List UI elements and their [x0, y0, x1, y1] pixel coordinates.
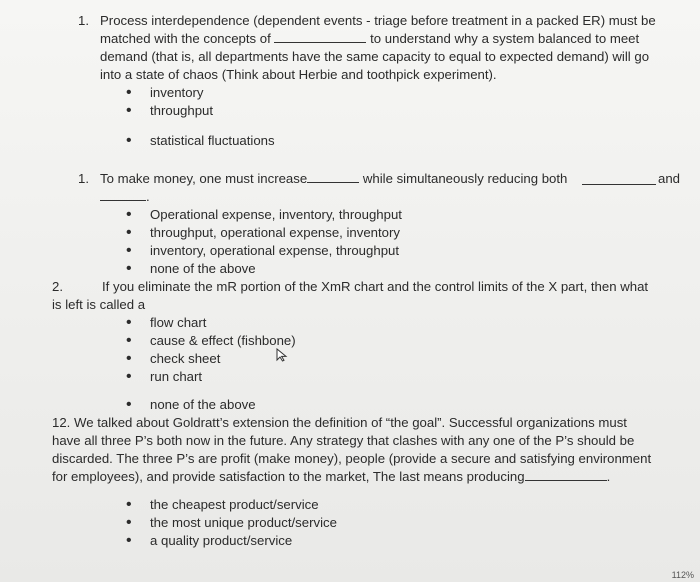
- q2-option-1[interactable]: Operational expense, inventory, throughput: [150, 207, 402, 222]
- bullet-icon: •: [126, 332, 132, 349]
- q1-option-3[interactable]: statistical fluctuations: [150, 133, 275, 148]
- q12-option-3[interactable]: a quality product/service: [150, 533, 293, 548]
- q1-text-line3: demand (that is, all departments have the same capacity to equal to expected demand) will go: [100, 49, 650, 64]
- q3-option-4[interactable]: run chart: [150, 369, 203, 384]
- bullet-icon: •: [126, 84, 132, 101]
- bullet-icon: •: [126, 532, 132, 549]
- q2-blank-3[interactable]: [100, 188, 146, 201]
- bullet-icon: •: [126, 350, 132, 367]
- q1-blank[interactable]: [274, 30, 366, 43]
- q1-text-line2: matched with the concepts of to understand why a system balanced to meet: [100, 31, 640, 46]
- q1-option-1[interactable]: inventory: [150, 85, 204, 100]
- q1-text-line4: into a state of chaos (Think about Herbie and toothpick experiment).: [100, 67, 497, 82]
- q2-text-line2: .: [100, 188, 150, 206]
- bullet-icon: •: [126, 242, 132, 259]
- q12-blank[interactable]: [525, 468, 607, 481]
- bullet-icon: •: [126, 260, 132, 277]
- zoom-level: 112%: [671, 570, 694, 580]
- bullet-icon: •: [126, 314, 132, 331]
- q2-text-line1: To make money, one must increase while simultaneously reducing both: [100, 171, 568, 186]
- q12-text-line2: have all three P’s both now in the future. Any strategy that clashes with any one of the P’s should be: [52, 433, 635, 448]
- bullet-icon: •: [126, 496, 132, 513]
- q2-option-4[interactable]: none of the above: [150, 261, 256, 276]
- bullet-icon: •: [126, 224, 132, 241]
- q1-number: 1.: [78, 13, 89, 28]
- q12-text-line3: discarded. The three P’s are profit (make money), people (provide a secure and satisfying environment: [52, 451, 652, 466]
- q3-option-3[interactable]: check sheet: [150, 351, 221, 366]
- bullet-icon: •: [126, 514, 132, 531]
- q12-option-1[interactable]: the cheapest product/service: [150, 497, 319, 512]
- q12-option-2[interactable]: the most unique product/service: [150, 515, 337, 530]
- q3-text-line2: is left is called a: [52, 297, 146, 312]
- q3-text-line1: If you eliminate the mR portion of the XmR chart and the control limits of the X part, then what: [102, 279, 649, 294]
- q2-blank-1[interactable]: [307, 170, 359, 183]
- q3-option-1[interactable]: flow chart: [150, 315, 207, 330]
- bullet-icon: •: [126, 132, 132, 149]
- q1-option-2[interactable]: throughput: [150, 103, 214, 118]
- bullet-icon: •: [126, 102, 132, 119]
- bullet-icon: •: [126, 368, 132, 385]
- mouse-pointer-icon: [276, 348, 288, 362]
- q2-option-3[interactable]: inventory, operational expense, throughput: [150, 243, 400, 258]
- bullet-icon: •: [126, 396, 132, 413]
- q2-and: and: [658, 171, 681, 186]
- q3-number: 2.: [52, 279, 63, 294]
- q3-option-2[interactable]: cause & effect (fishbone): [150, 333, 296, 348]
- q1-text-line1: Process interdependence (dependent events - triage before treatment in a packed ER) must be: [100, 13, 656, 28]
- q12-text-line1: 12. We talked about Goldratt’s extension the definition of “the goal”. Successful organizations must: [52, 415, 627, 430]
- q3-option-5[interactable]: none of the above: [150, 397, 256, 412]
- q12-text-line4: for employees), and provide satisfaction to the market, The last means producing .: [52, 469, 611, 484]
- q2-blank-2[interactable]: [582, 172, 656, 185]
- q2-number: 1.: [78, 171, 89, 186]
- bullet-icon: •: [126, 206, 132, 223]
- q2-option-2[interactable]: throughput, operational expense, inventory: [150, 225, 401, 240]
